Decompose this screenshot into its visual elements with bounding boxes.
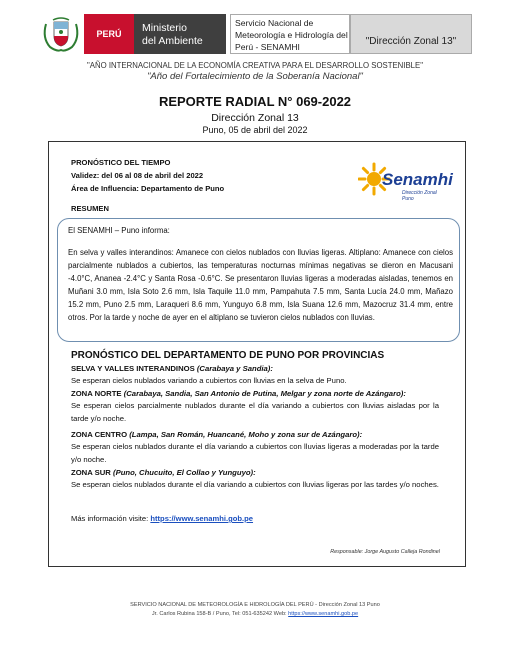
peru-flag-label: PERÚ	[84, 14, 134, 54]
footer-institution: SERVICIO NACIONAL DE METEOROLOGÍA E HIDROLOGÍA DEL PERÚ - Dirección Zonal 13 Puno	[130, 602, 380, 608]
summary-body: En selva y valles interandinos: Amanece con cielos nublados con lluvias ligeras. Altiplano: Amanece con cielos parcialmente nublados a cubiertos, las temperaturas nocturnas mínimas negativas se dieron en Macusani -4.0°C, Ananea -2.4°C y Santa Rosa -0.6°C. Se presentaron lluvias ligeras a moderadas aisladas, tenemos en Muñani 3.0 mm, Isla Soto 2.6 mm, Isla Taquile 11.0 mm, Pampahuta 7.5 mm, Santa Lucía 24.0 mm, Mañazo 15.2 mm, Puno 2.5 mm, Laraqueri 8.6 mm, Yunguyo 6.8 mm, Isla Suana 12.6 mm, Mazocruz 31.4 mm, entre otros. Por la tarde y noche de ayer en el altiplano se tuvieron cielos nublados con lluvias.	[68, 248, 453, 322]
summary-heading: RESUMEN	[71, 204, 109, 213]
senamhi-logo-text: Senamhi	[382, 170, 453, 189]
forecast-heading: PRONÓSTICO DEL TIEMPO	[71, 158, 171, 167]
report-title: REPORTE RADIAL N° 069-2022	[158, 94, 352, 109]
report-date: Puno, 05 de abril del 2022	[202, 125, 308, 135]
zone-selva: SELVA Y VALLES INTERANDINOS (Carabaya y Sandia): Se esperan cielos nublados variando a cubiertos con lluvias en la selva de Puno.	[71, 364, 347, 386]
senamhi-logo-caption: Dirección Zonal Puno	[402, 190, 437, 202]
ministry-label: Ministerio del Ambiente	[134, 14, 226, 54]
senamhi-website-link[interactable]: https://www.senamhi.gob.pe	[150, 514, 254, 523]
peru-coat-of-arms-icon	[40, 14, 82, 54]
zone-centro: ZONA CENTRO (Lampa, San Román, Huancané, Moho y zona sur de Azángaro): Se esperan cielos nublados durante el día variando a cubiertos con lluvias ligeras a moderadas por la tarde y/o noche.	[71, 430, 439, 464]
zone-sur: ZONA SUR (Puno, Chucuito, El Collao y Yunguyo): Se esperan cielos nublados durante el día variando a cubiertos con lluvias ligeras por las tardes y/o noches.	[71, 468, 439, 490]
zone-norte: ZONA NORTE (Carabaya, Sandia, San Antonio de Putina, Melgar y zona norte de Azángaro): Se esperan cielos parcialmente nublados durante el día variando a cubiertos con lluvias aisladas por la tarde y/o noche.	[71, 389, 439, 423]
responsible-signature: Responsable: Jorge Augusto Calleja Rondinel	[330, 549, 440, 555]
forecast-validity: Validez: del 06 al 08 de abril del 2022	[71, 171, 204, 180]
year-name-primary: "AÑO INTERNACIONAL DE LA ECONOMÍA CREATIVA PARA EL DESARROLLO SOSTENIBLE"	[87, 61, 423, 70]
zone-label: "Dirección Zonal 13"	[350, 14, 472, 54]
forecast-header	[71, 156, 224, 195]
service-label: Servicio Nacional de Meteorología e Hidrología del Perú - SENAMHI	[230, 14, 350, 54]
year-name-secondary: "Año del Fortalecimiento de la Soberanía Nacional"	[147, 71, 363, 82]
footer-contact: Jr. Carlos Rubina 158-B / Puno, Tel: 051-635242 Web: https://www.senamhi.gob.pe	[151, 611, 359, 617]
more-info: Más información visite: https://www.senamhi.gob.pe	[71, 514, 254, 523]
provinces-heading: PRONÓSTICO DEL DEPARTAMENTO DE PUNO POR PROVINCIAS	[71, 350, 385, 361]
footer-website-link[interactable]: https://www.senamhi.gob.pe	[288, 611, 359, 617]
senamhi-logo	[358, 161, 453, 202]
forecast-area: Área de Influencia: Departamento de Puno	[71, 184, 225, 193]
report-zone: Dirección Zonal 13	[211, 112, 299, 124]
summary-intro: El SENAMHI – Puno informa:	[68, 226, 170, 235]
